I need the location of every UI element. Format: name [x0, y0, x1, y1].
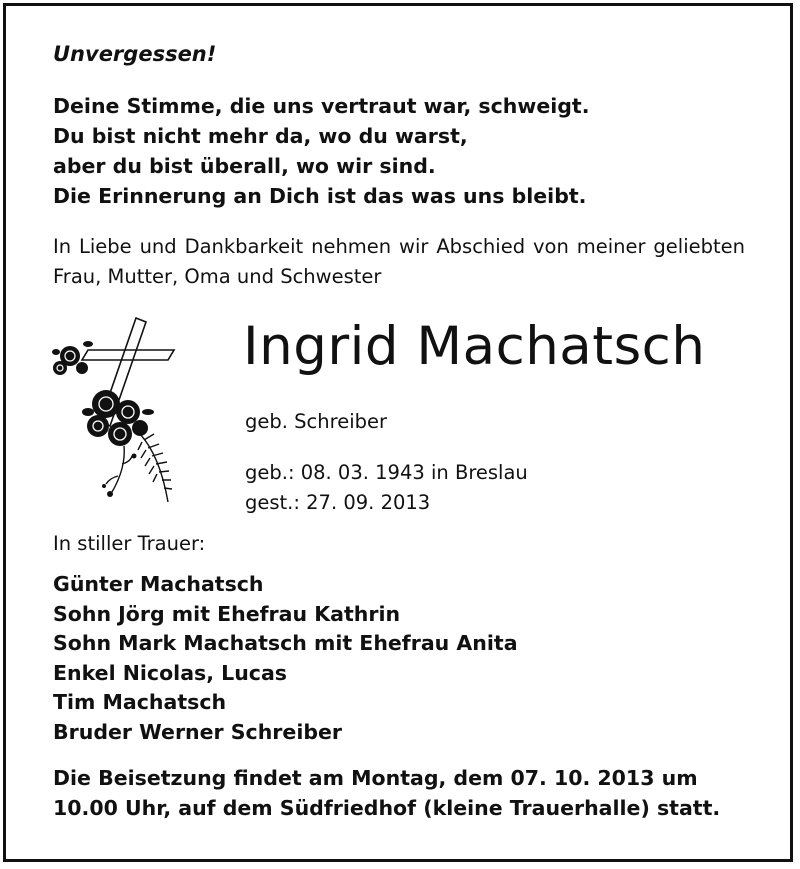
poem-line: Die Erinnerung an Dich ist das was uns bleibt. [53, 184, 587, 208]
cross-with-roses-icon [48, 316, 180, 504]
farewell-intro: In Liebe und Dankbarkeit nehmen wir Abschied von meiner geliebten Frau, Mutter, Oma und Schwester [53, 235, 745, 288]
deceased-name: Ingrid Machatsch [243, 316, 706, 377]
life-dates [245, 458, 528, 518]
birth-date: geb.: 08. 03. 1943 in Breslau [245, 461, 528, 484]
funeral-line: 10.00 Uhr, auf dem Südfriedhof (kleine Trauerhalle) statt. [53, 796, 721, 820]
funeral-line: Die Beisetzung findet am Montag, dem 07. 10. 2013 um [53, 766, 698, 790]
maiden-name: geb. Schreiber [245, 410, 388, 433]
poem-line: aber du bist überall, wo wir sind. [53, 154, 436, 178]
mourner-item: Sohn Mark Machatsch mit Ehefrau Anita [53, 631, 518, 655]
mourner-item: Sohn Jörg mit Ehefrau Kathrin [53, 601, 401, 626]
mourner-item: Bruder Werner Schreiber [53, 719, 343, 744]
mourners-list [53, 570, 518, 747]
mourner-item: Tim Machatsch [53, 690, 227, 714]
funeral-info [53, 763, 720, 823]
mourners-label: In stiller Trauer: [53, 532, 206, 555]
death-date: gest.: 27. 09. 2013 [245, 491, 431, 514]
mourner-item: Günter Machatsch [53, 572, 264, 596]
poem [53, 91, 590, 211]
poem-line: Du bist nicht mehr da, wo du warst, [53, 124, 468, 148]
heading-unvergessen: Unvergessen! [53, 42, 217, 66]
poem-line: Deine Stimme, die uns vertraut war, schweigt. [53, 94, 590, 118]
mourner-item: Enkel Nicolas, Lucas [53, 660, 287, 685]
